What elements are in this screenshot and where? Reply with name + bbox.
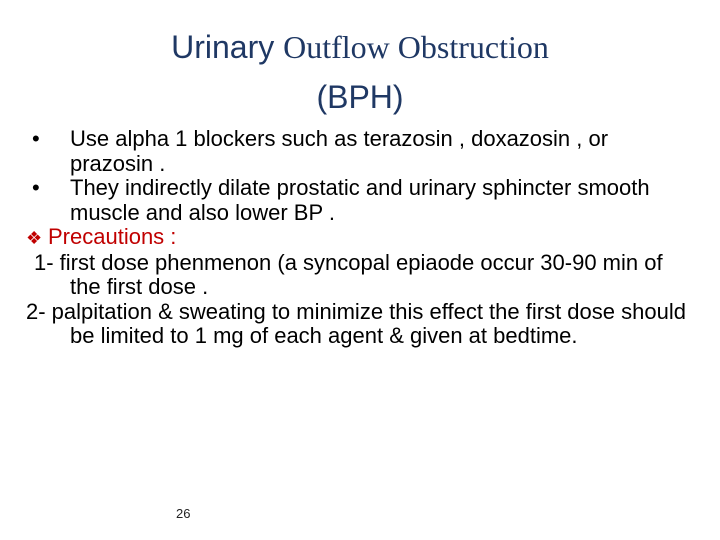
numbered-text: 2- palpitation & sweating to minimize this effect the first dose should be limited to 1 mg of each agent & given at bedtime.	[26, 298, 686, 348]
slide-body	[26, 127, 686, 349]
bullet-icon: •	[32, 126, 40, 151]
title-word-urinary: Urinary	[171, 29, 275, 65]
numbered-item	[26, 251, 686, 300]
numbered-text: 1- first dose phenmenon (a syncopal epiaode occur 30-90 min of the first dose .	[34, 249, 663, 299]
numbered-item	[26, 300, 686, 349]
slide-title	[60, 22, 660, 122]
bullet-text: Use alpha 1 blockers such as terazosin , doxazosin , or prazosin .	[70, 126, 609, 176]
diamond-bullet-icon: ❖	[26, 228, 43, 248]
title-line-2: (BPH)	[316, 79, 404, 115]
page-number: 26	[176, 506, 191, 521]
bullet-item	[26, 176, 686, 225]
title-line-1	[60, 22, 660, 72]
bullet-item	[26, 127, 686, 176]
bullet-icon: •	[32, 175, 40, 200]
title-word-rest: Outflow Obstruction	[283, 29, 549, 65]
precautions-label: Precautions :	[48, 224, 177, 249]
bullet-text: They indirectly dilate prostatic and urinary sphincter smooth muscle and also lower BP .	[70, 175, 650, 225]
precautions-heading	[26, 225, 686, 251]
